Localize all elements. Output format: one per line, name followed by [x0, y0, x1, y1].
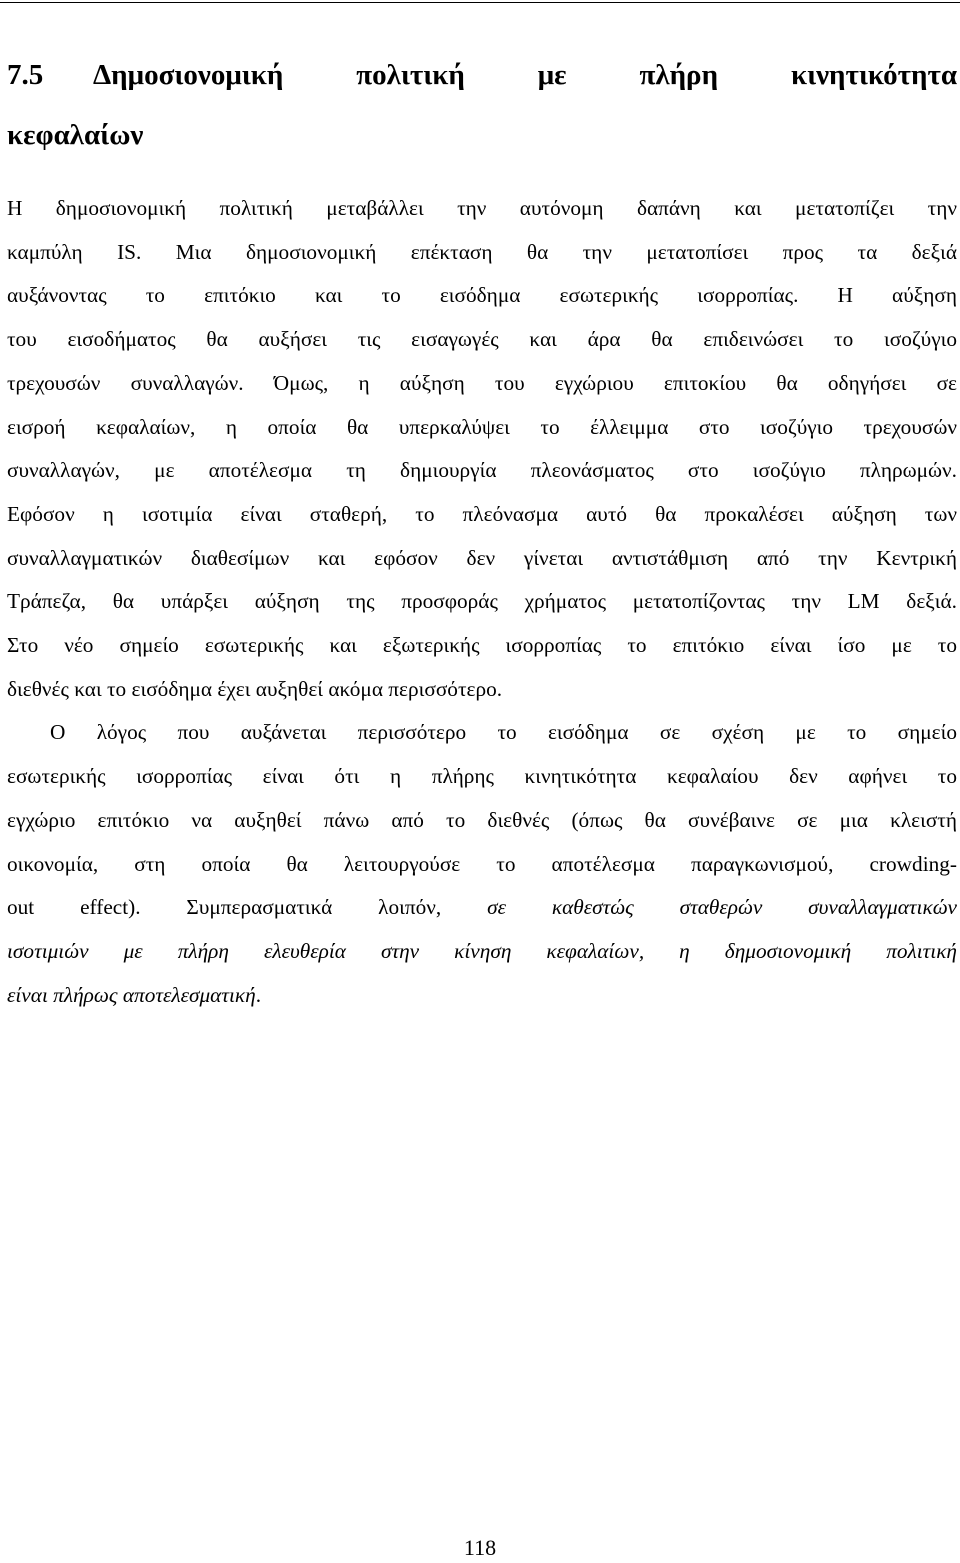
paragraph-1-line: διεθνές και το εισόδημα έχει αυξηθεί ακόμα περισσότερο. — [7, 676, 503, 701]
paragraph-2 — [7, 711, 957, 1017]
section-number: 7.5 — [7, 59, 44, 91]
paragraph-2-line: εσωτερικής ισορροπίας είναι ότι η πλήρης κινητικότητα κεφαλαίου δεν αφήνει το — [7, 764, 957, 789]
conclusion-emphasis-end: είναι πλήρως αποτελεσματική — [7, 982, 256, 1007]
conclusion-emphasis-start: σε καθεστώς σταθερών συναλλαγματικών — [487, 895, 958, 920]
conclusion-emphasis-middle: ισοτιμιών με πλήρη ελευθερία στην κίνηση κεφαλαίων, η δημοσιονομική πολιτική — [7, 938, 957, 963]
body-text — [7, 187, 957, 1017]
paragraph-1-line: του εισοδήματος θα αυξήσει τις εισαγωγές και άρα θα επιδεινώσει το ισοζύγιο — [7, 327, 957, 352]
paragraph-1-line: συναλλαγών, με αποτέλεσμα τη δημιουργία πλεονάσματος στο ισοζύγιο πληρωμών. — [7, 458, 957, 483]
paragraph-2-line: Ο λόγος που αυξάνεται περισσότερο το εισόδημα σε σχέση με το σημείο — [50, 720, 957, 745]
paragraph-1-line: αυξάνοντας το επιτόκιο και το εισόδημα εσωτερικής ισορροπίας. Η αύξηση — [7, 283, 957, 308]
section-title-line-2: κεφαλαίων — [7, 119, 144, 151]
paragraph-1-line: καμπύλη IS. Μια δημοσιονομική επέκταση θα την μετατοπίσει προς τα δεξιά — [7, 239, 957, 264]
paragraph-1-line: συναλλαγματικών διαθεσίμων και εφόσον δεν γίνεται αντιστάθμιση από την Κεντρική — [7, 545, 957, 570]
paragraph-2-line — [7, 886, 957, 930]
paragraph-2-line5-plain: out effect). Συμπερασματικά λοιπόν, — [7, 895, 488, 920]
paragraph-1-line: Εφόσον η ισοτιμία είναι σταθερή, το πλεόνασμα αυτό θα προκαλέσει αύξηση των — [7, 501, 957, 526]
paragraph-2-line: εγχώριο επιτόκιο να αυξηθεί πάνω από το διεθνές (όπως θα συνέβαινε σε μια κλειστή — [7, 807, 957, 832]
paragraph-1-line: Στο νέο σημείο εσωτερικής και εξωτερικής ισορροπίας το επιτόκιο είναι ίσο με το — [7, 633, 957, 658]
paragraph-1-line: Η δημοσιονομική πολιτική μεταβάλλει την αυτόνομη δαπάνη και μετατοπίζει την — [7, 196, 957, 220]
paragraph-2-line — [7, 930, 957, 974]
top-rule — [0, 2, 960, 3]
paragraph-2-line: οικονομία, στη οποία θα λειτουργούσε το αποτέλεσμα παραγκωνισμού, crowding- — [7, 851, 957, 876]
paragraph-1-line: εισροή κεφαλαίων, η οποία θα υπερκαλύψει το έλλειμμα στο ισοζύγιο τρεχουσών — [7, 414, 957, 439]
paragraph-2-line — [7, 974, 957, 1018]
section-heading — [7, 45, 957, 165]
paragraph-1-line: τρεχουσών συναλλαγών. Όμως, η αύξηση του εγχώριου επιτοκίου θα οδηγήσει σε — [7, 370, 957, 395]
page-number: 118 — [463, 1535, 497, 1560]
paragraph-1 — [7, 187, 957, 711]
paragraph-1-line: Τράπεζα, θα υπάρξει αύξηση της προσφοράς χρήματος μετατοπίζοντας την LM δεξιά. — [7, 589, 957, 614]
heading-line-1 — [7, 45, 957, 105]
section-title-line-1: Δημοσιονομική πολιτική με πλήρη κινητικότητα — [93, 59, 957, 91]
conclusion-period: . — [255, 982, 262, 1007]
